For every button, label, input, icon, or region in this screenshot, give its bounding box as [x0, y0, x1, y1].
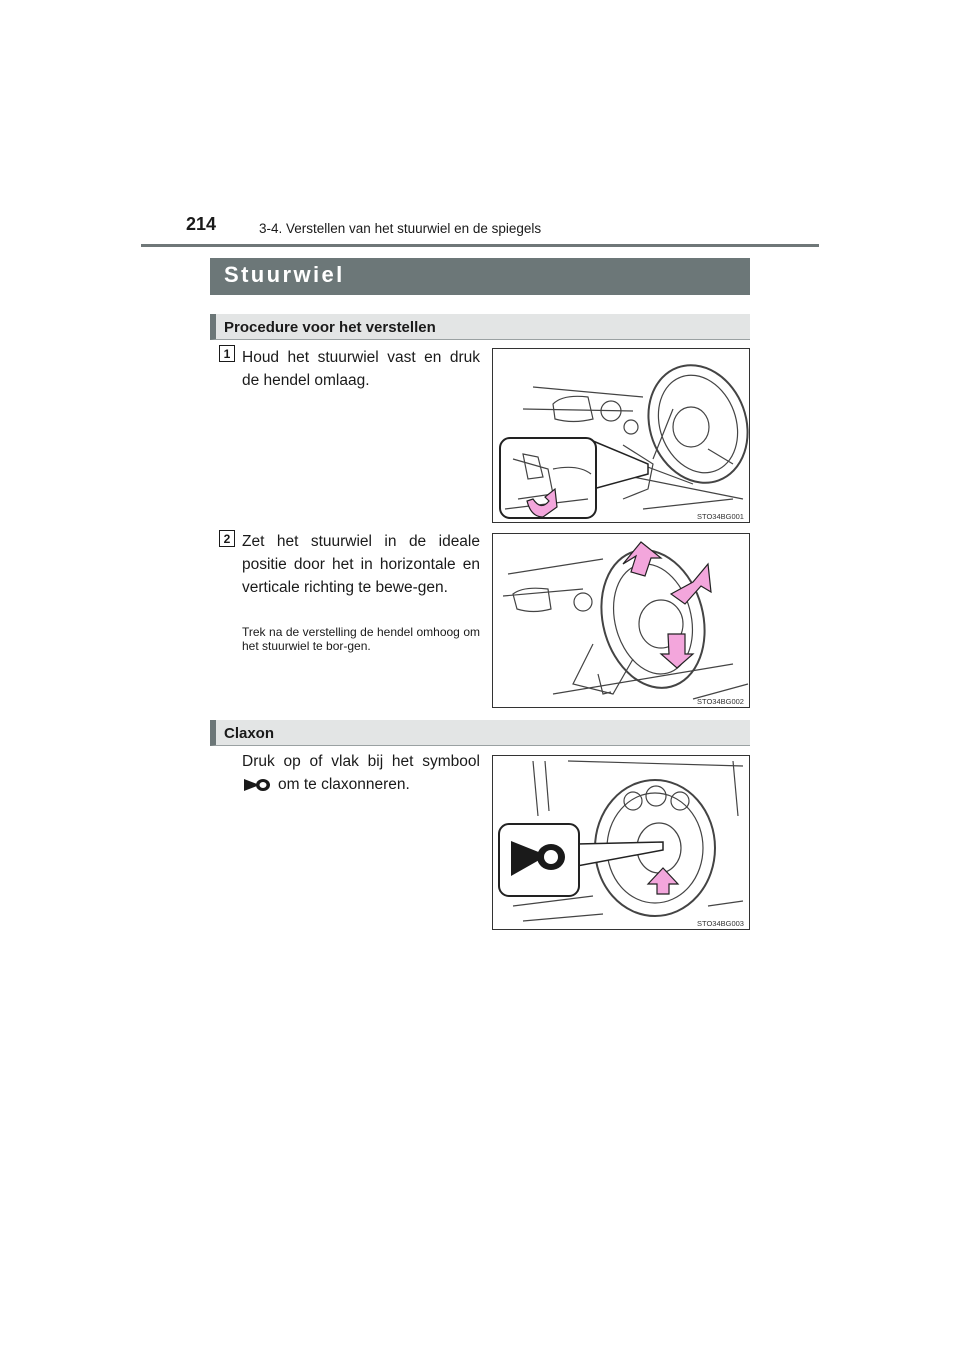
chapter-title: 3-4. Verstellen van het stuurwiel en de spiegels: [259, 221, 542, 236]
step-1-text: Houd het stuurwiel vast en druk de hendel omlaag.: [242, 349, 480, 389]
claxon-text-1: Druk op of vlak bij het symbool: [242, 753, 480, 770]
claxon-text-2: om te claxonneren.: [278, 776, 410, 793]
horn-illustration: [493, 756, 750, 930]
horn-icon: [242, 776, 272, 799]
page-number: 214: [186, 214, 217, 234]
lever-inset: [500, 438, 648, 518]
step-2-note: Trek na de verstelling de hendel omhoog om het stuurwiel te bor-gen.: [242, 625, 480, 653]
step-2-text: Zet het stuurwiel in de ideale positie door het in horizontale en verticale richting te bewe-gen.: [242, 533, 480, 596]
section-title: Stuurwiel: [224, 262, 345, 287]
figure-steering-adjust: [492, 533, 750, 708]
claxon-header-bar: [210, 720, 750, 746]
step-number-2: 2: [219, 530, 235, 547]
steering-adjust-illustration: [493, 534, 750, 708]
figure-code-3: STO34BG003: [697, 919, 744, 928]
step-number-1: 1: [219, 345, 235, 362]
figure-horn: [492, 755, 750, 930]
figure-code-2: STO34BG002: [697, 697, 744, 706]
arrow-diagonal-icon: [671, 564, 711, 604]
procedure-title: Procedure voor het verstellen: [224, 319, 436, 336]
claxon-title: Claxon: [224, 725, 275, 742]
steering-lever-illustration: [493, 349, 750, 523]
figure-code-1: STO34BG001: [697, 512, 744, 521]
arrow-down-icon: [661, 634, 693, 668]
figure-steering-lever: [492, 348, 750, 523]
header-rule: [141, 244, 819, 247]
arrow-up-icon: [623, 542, 661, 576]
